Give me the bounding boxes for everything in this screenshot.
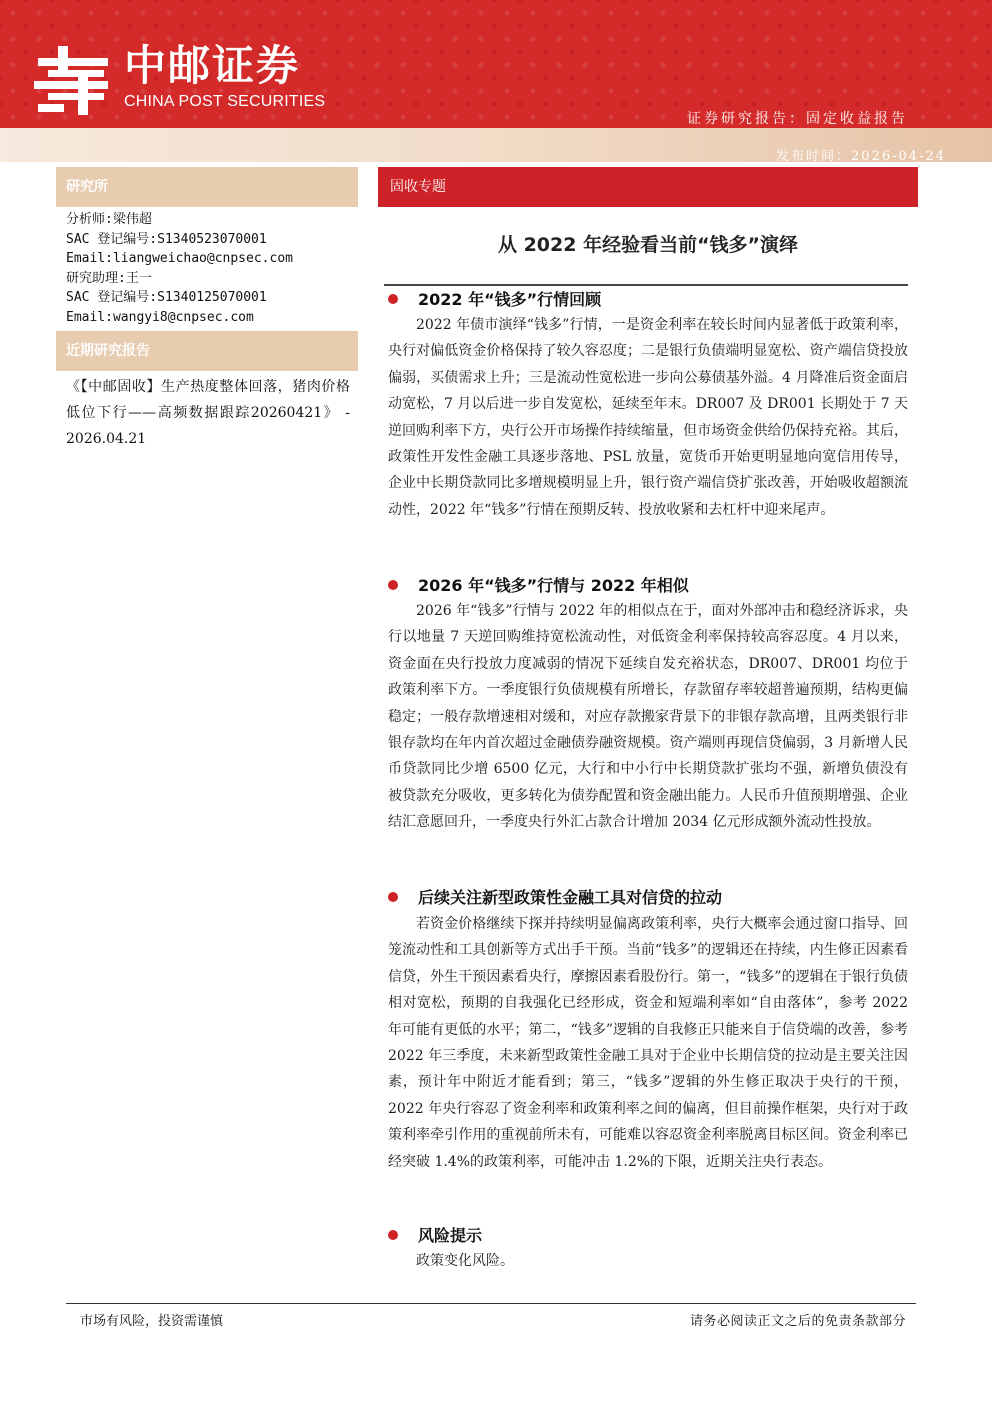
section-heading-2: 2026 年“钱多”行情与 2022 年相似 (388, 575, 689, 597)
risk-warning: 市场有风险，投资需谨慎 (80, 1314, 224, 1329)
assistant-sac-number: SAC 登记编号:S1340125070001 (66, 290, 267, 306)
disclaimer-note: 请务必阅读正文之后的免责条款部分 (689, 1314, 906, 1329)
section-body-2: 2026 年“钱多”行情与 2022 年的相似点在于，面对外部冲击和稳经济诉求，央行以地量 7 天逆回购维持宽松流动性，对低资金利率保持较高容忍度。4 月以来，资金面在央行投放力度减弱的情况下延续自发充裕状态，DR007、DR001 均位于政策利率下方。一季度银行负债规模有所增长，存款留存率较超普遍预期，结构更偏稳定；一般存款增速相对缓和，对应存款搬家背景下的非银存款高增，且两类银行非银存款均在年内首次超过金融债券融资规模。资产端则再现信贷偏弱，3 月新增人民币贷款同比少增 6500 亿元，大行和中小行中长期贷款扩张均不强，新增负债没有被贷款充分吸收，更多转化为债券配置和资金融出能力。人民币升值预期增强、企业结汇意愿回升，一季度央行外汇占款合计增加 2034 亿元形成额外流动性投放。 (388, 603, 908, 831)
analyst-sac-number: SAC 登记编号:S1340523070001 (66, 231, 267, 247)
brand-name-en: CHINA POST SECURITIES (124, 93, 326, 110)
section-body-3: 若资金价格继续下探并持续明显偏离政策利率，央行大概率会通过窗口指导、回笼流动性和工具创新等方式出手干预。当前“钱多”的逻辑还在持续，内生修正因素看信贷，外生干预因素看央行，摩擦因素看股份行。第一，“钱多”的逻辑在于银行负债相对宽松，预期的自我强化已经形成，资金和短端利率如“自由落体”，参考 2022 年可能有更低的水平；第二，“钱多”逻辑的自我修正只能来自于信贷端的改善，参考 2022 年三季度，未来新型政策性金融工具对于企业中长期信贷的拉动是主要关注因素，预计年中附近才能看到；第三，“钱多”逻辑的外生修正取决于央行的干预，2022 年央行容忍了资金利率和政策利率之间的偏离，但目前操作框架，央行对于政策利率牵引作用的重视前所未有，可能难以容忍资金利率脱离目标区间。资金利率已经突破 1.4%的政策利率，可能冲击 1.2%的下限，近期关注央行表态。 (388, 916, 908, 1170)
title-divider (384, 284, 908, 286)
section-body-4: 政策变化风险。 (416, 1253, 514, 1269)
assistant-email: Email:wangyi8@cnpsec.com (66, 309, 254, 325)
analyst-name: 分析师:梁伟超 (66, 212, 152, 227)
footer-divider (66, 1303, 916, 1304)
header-banner (0, 0, 992, 128)
section-heading-3: 后续关注新型政策性金融工具对信贷的拉动 (388, 887, 722, 909)
page-title: 从 2022 年经验看当前“钱多”演绎 (497, 234, 799, 256)
section-body-1: 2022 年债市演绎“钱多”行情，一是资金利率在较长时间内显著低于政策利率，央行对偏低资金价格保持了较久容忍度；二是银行负债端明显宽松、资产端信贷投放偏弱，买债需求上升；三是流动性宽松进一步向公募债基外溢。4 月降准后资金面启动宽松，7 月以后进一步自发宽松，延续至年末。DR007 及 DR001 长期处于 7 天逆回购利率下方，央行公开市场操作持续缩量，但市场资金供给仍保持充裕。其后，政策性开发性金融工具逐步落地、PSL 放量，宽货币开始更明显地向宽信用传导，企业中长期贷款同比多增规模明显上升，银行资产端信贷扩张改善，开始吸收超额流动性，2022 年“钱多”行情在预期反转、投放收紧和去杠杆中迎来尾声。 (388, 317, 908, 518)
section-heading-4: 风险提示 (388, 1225, 482, 1247)
research-institute-heading: 研究所 (56, 167, 358, 207)
bullet-icon (388, 580, 398, 590)
bullet-icon (388, 294, 398, 304)
section-heading-1: 2022 年“钱多”行情回顾 (388, 289, 601, 311)
analyst-info (66, 210, 366, 328)
china-post-logo-icon (34, 44, 112, 116)
recent-reports-heading: 近期研究报告 (56, 331, 358, 371)
brand-name-cn: 中邮证券 (124, 41, 301, 90)
bullet-icon (388, 1230, 398, 1240)
publish-date: 发布时间：2026-04-24 (776, 149, 946, 164)
recent-report-link[interactable]: 《【中邮固收】生产热度整体回落，猪肉价格低位下行——高频数据跟踪20260421》 - 2026.04.21 (66, 379, 350, 447)
report-type: 证券研究报告：固定收益报告 (687, 111, 908, 127)
assistant-name: 研究助理:王一 (66, 270, 152, 286)
analyst-email: Email:liangweichao@cnpsec.com (66, 251, 293, 267)
bullet-icon (388, 892, 398, 902)
report-category-tag: 固收专题 (378, 167, 918, 207)
